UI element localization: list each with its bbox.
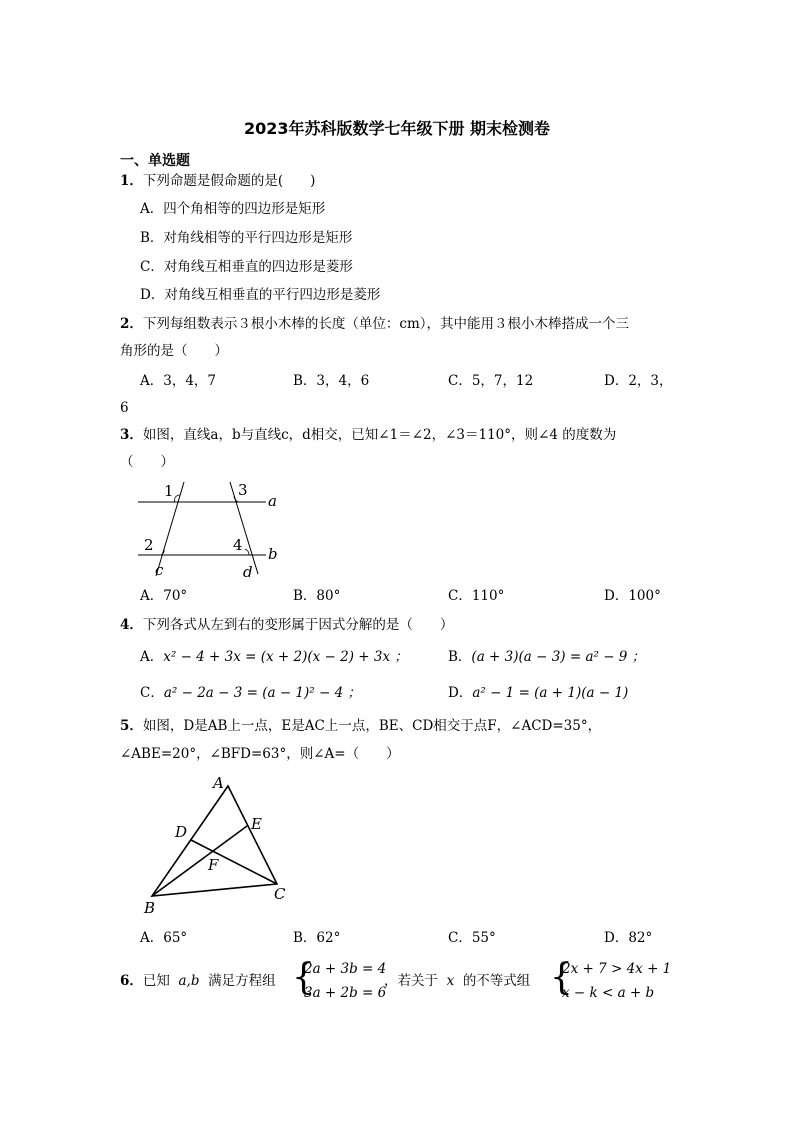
q5-option-b: B．62°	[293, 930, 341, 946]
page-title: 2023年苏科版数学七年级下册 期末检测卷	[243, 119, 551, 138]
q4-option-a: A．x² − 4 + 3x = (x + 2)(x − 2) + 3x ；	[140, 649, 408, 665]
inequality-1: 2x + 7 > 4x + 1	[562, 961, 672, 977]
label-a: a	[268, 492, 277, 510]
angle-4-arc	[245, 549, 249, 555]
q5-option-d: D．82°	[604, 930, 653, 946]
label-1: 1	[164, 482, 174, 500]
q2-option-a: A．3，4，7	[140, 373, 217, 389]
label-A: A	[213, 774, 224, 792]
equation-1: 2a + 3b = 4	[304, 961, 387, 977]
q1-option-a: A．四个角相等的四边形是矩形	[140, 201, 326, 217]
triangle-abc	[152, 786, 277, 896]
q5-option-a: A．65°	[140, 930, 188, 946]
q1-option-d: D．对角线互相垂直的平行四边形是菱形	[140, 287, 381, 303]
q3-option-d: D．100°	[604, 588, 661, 604]
q4-option-d: D．a² − 1 = (a + 1)(a − 1)	[448, 685, 629, 701]
q3-figure	[132, 478, 292, 582]
segment-cd	[191, 840, 277, 884]
label-4: 4	[233, 536, 243, 554]
question-3-stem: 3．如图，直线a，b与直线c，d相交，已知∠1＝∠2，∠3＝110°，则∠4 的度数为	[120, 427, 617, 443]
section-heading: 一、单选题	[120, 153, 190, 169]
q2-option-d: D．2，3，	[604, 373, 673, 389]
question-6-stem: 6．已知 a,b 满足方程组	[120, 973, 276, 989]
label-E: E	[251, 815, 262, 833]
label-c: c	[155, 561, 164, 579]
q3-option-c: C．110°	[448, 588, 505, 604]
question-2-stem: 2．下列每组数表示３根小木棒的长度（单位：cm），其中能用３根小木棒搭成一个三	[120, 316, 630, 332]
question-5-stem-cont: ∠ABE=20°，∠BFD=63°，则∠A=（ ）	[120, 746, 400, 762]
inequality-2: x − k < a + b	[562, 985, 655, 1001]
question-4-stem: 4．下列各式从左到右的变形属于因式分解的是（ ）	[120, 617, 454, 633]
question-5-stem: 5．如图，D是AB上一点，E是AC上一点，BE、CD相交于点F，∠ACD=35°，	[120, 718, 602, 734]
label-B: B	[144, 899, 156, 917]
question-3-stem-cont: （ ）	[120, 454, 174, 470]
label-3: 3	[238, 481, 248, 499]
q4-option-b: B．(a + 3)(a − 3) = a² − 9 ；	[448, 649, 646, 665]
system-brace-2: {	[550, 957, 573, 998]
label-D: D	[175, 823, 188, 841]
question-6-mid: ，若关于 x 的不等式组	[384, 973, 531, 989]
q1-option-c: C．对角线互相垂直的四边形是菱形	[140, 259, 353, 275]
q2-option-d-overflow: 6	[120, 400, 129, 416]
label-F: F	[208, 856, 219, 874]
q2-option-b: B．3，4，6	[293, 373, 370, 389]
q5-option-c: C．55°	[448, 930, 496, 946]
label-C: C	[274, 885, 286, 903]
q4-option-c: C．a² − 2a − 3 = (a − 1)² − 4 ；	[140, 685, 361, 701]
system-brace-1: {	[292, 957, 315, 998]
label-b: b	[268, 545, 278, 563]
question-1-stem: 1．下列命题是假命题的是( )	[120, 173, 316, 189]
q1-option-b: B．对角线相等的平行四边形是矩形	[140, 230, 353, 246]
label-2: 2	[144, 536, 154, 554]
q3-option-b: B．80°	[293, 588, 341, 604]
q5-figure	[140, 770, 300, 920]
q2-option-c: C．5，7，12	[448, 373, 534, 389]
question-2-stem-cont: 角形的是（ ）	[120, 343, 228, 359]
equation-2: 3a + 2b = 6	[304, 985, 387, 1001]
label-d: d	[243, 563, 253, 581]
q3-option-a: A．70°	[140, 588, 188, 604]
